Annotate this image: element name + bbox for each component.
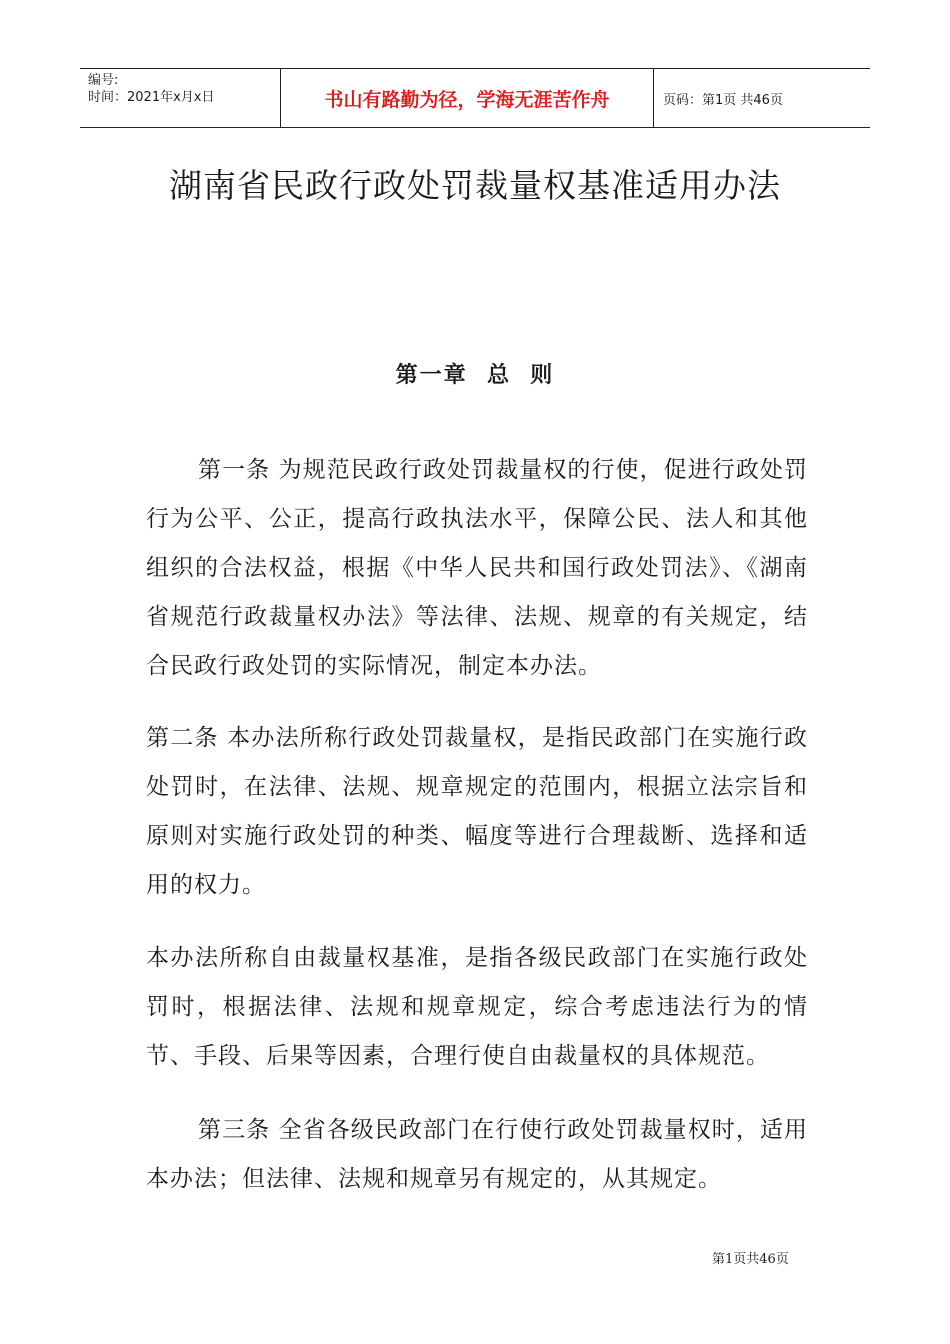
discretion-definition-paragraph: 本办法所称自由裁量权基准，是指各级民政部门在实施行政处罚时，根据法律、法规和规章规定，综合考虑违法行为的情节、手段、后果等因素，合理行使自由裁量权的具体规范。 [146,945,808,1069]
header-meta [80,69,281,127]
document-title: 湖南省民政行政处罚裁量权基准适用办法 [169,166,781,205]
article-3-paragraph: 第三条 全省各级民政部门在行使行政处罚裁量权时，适用本办法；但法律、法规和规章另有规定的，从其规定。 [146,1117,808,1192]
article-1-paragraph: 第一条 为规范民政行政处罚裁量权的行使，促进行政处罚行为公平、公正，提高行政执法水平，保障公民、法人和其他组织的合法权益，根据《中华人民共和国行政处罚法》、《湖南省规范行政裁量权办法》等法律、法规、规章的有关规定，结合民政行政处罚的实际情况，制定本办法。 [146,457,808,679]
header-motto: 书山有路勤为径，学海无涯苦作舟 [281,69,654,127]
page-header [80,68,870,128]
document-number-label: 编号: [88,73,119,88]
page-footer: 第1页共46页 [712,1252,789,1267]
document-time-label: 时间：2021年x月x日 [88,90,215,105]
header-page-info: 页码：第1页 共46页 [663,92,783,108]
chapter-heading: 第一章 总 则 [395,363,555,388]
article-2-paragraph: 第二条 本办法所称行政处罚裁量权，是指民政部门在实施行政处罚时，在法律、法规、规章规定的范围内，根据立法宗旨和原则对实施行政处罚的种类、幅度等进行合理裁断、选择和适用的权力。 [146,725,808,898]
